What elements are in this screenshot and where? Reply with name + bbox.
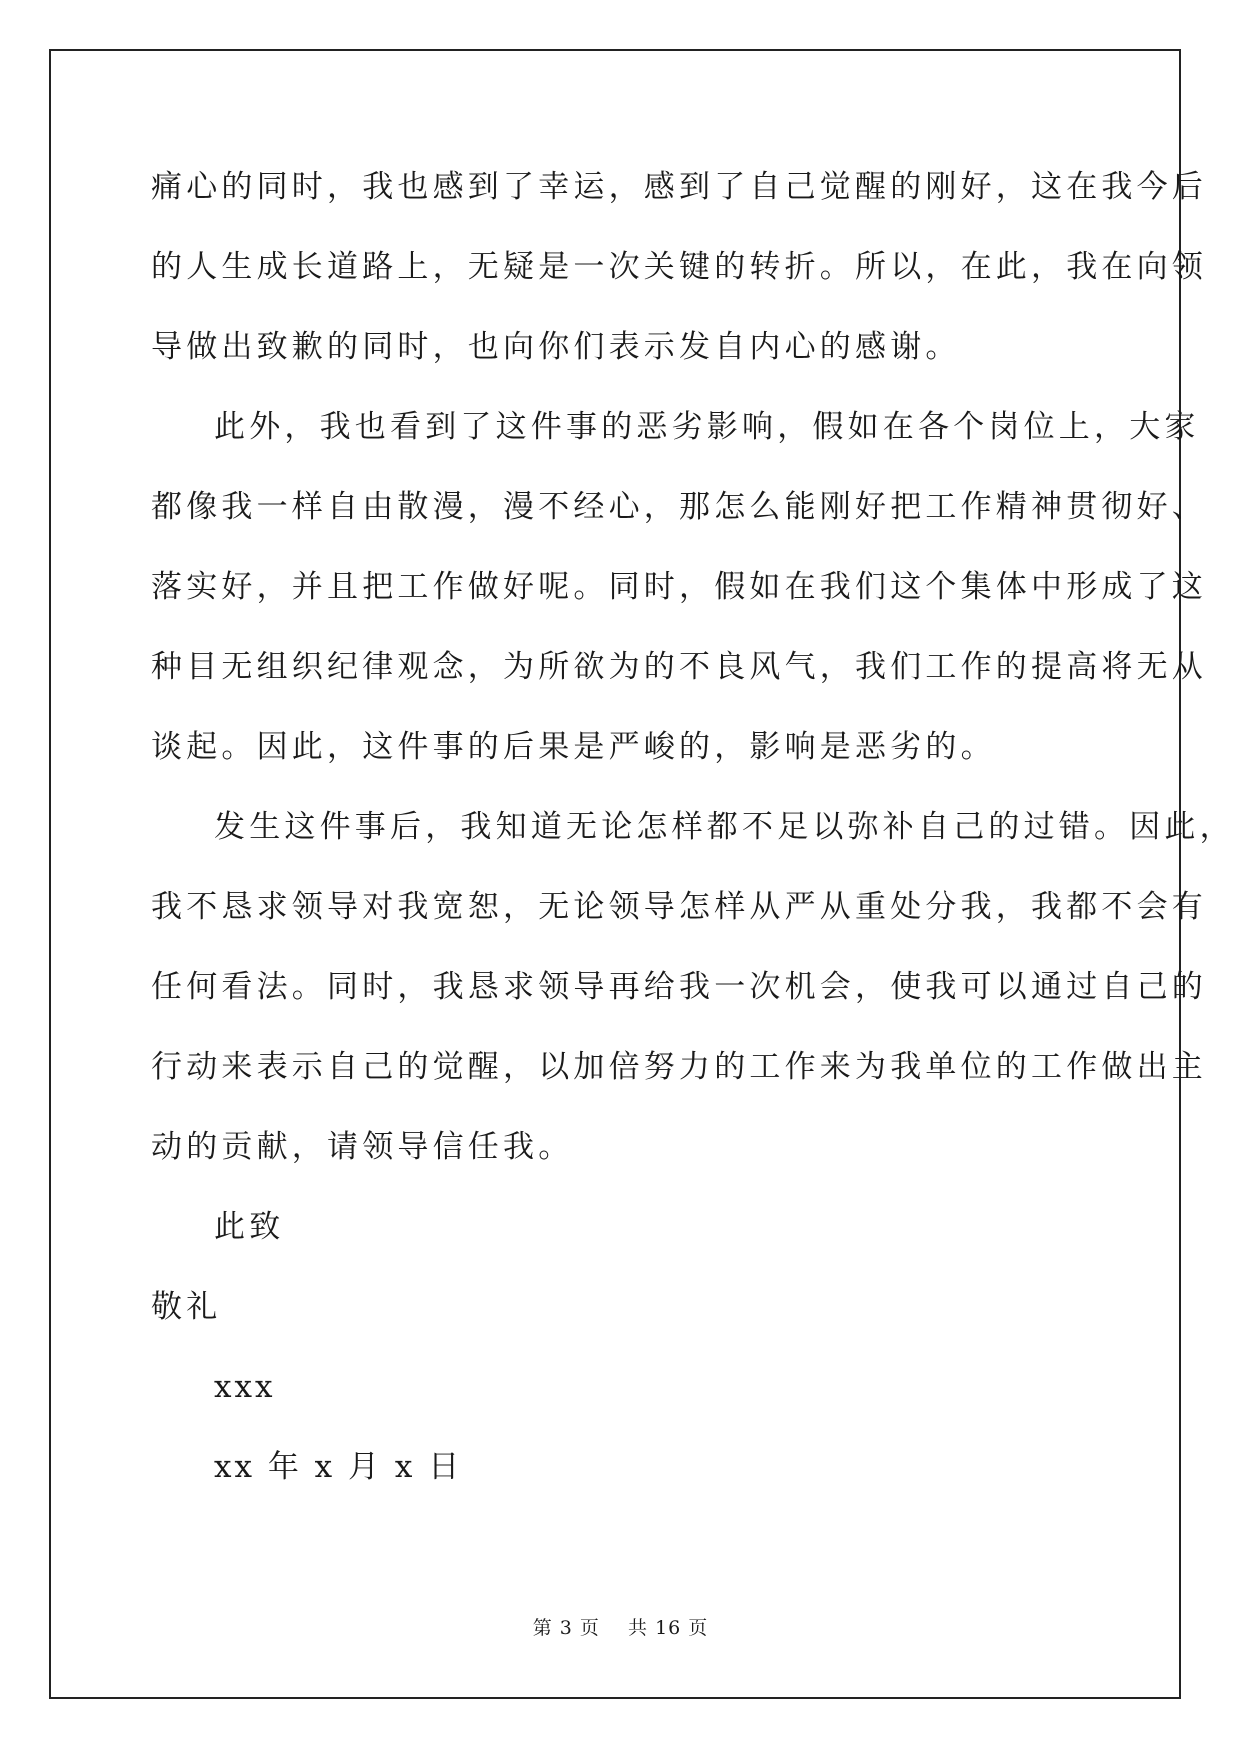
text-line: 导做出致歉的同时，也向你们表示发自内心的感谢。 [151, 329, 961, 365]
text-line: 都像我一样自由散漫，漫不经心，那怎么能刚好把工作精神贯彻好、 [151, 489, 1207, 525]
paragraph-start-line: 此外，我也看到了这件事的恶劣影响，假如在各个岗位上，大家 [214, 409, 1200, 445]
signature-date: xx 年 x 月 x 日 [214, 1449, 463, 1485]
text-line: 落实好，并且把工作做好呢。同时，假如在我们这个集体中形成了这 [151, 569, 1207, 605]
text-line: 我不恳求领导对我宽恕，无论领导怎样从严从重处分我，我都不会有 [151, 889, 1207, 925]
text-line: 种目无组织纪律观念，为所欲为的不良风气，我们工作的提高将无从 [151, 649, 1207, 685]
page-number-label: 第 3 页 共 16 页 [532, 1617, 709, 1639]
text-line: 痛心的同时，我也感到了幸运，感到了自己觉醒的刚好，这在我今后 [151, 169, 1207, 205]
signature-name: xxx [214, 1369, 276, 1405]
closing-regards: 敬礼 [151, 1289, 222, 1325]
text-line: 的人生成长道路上，无疑是一次关键的转折。所以，在此，我在向领 [151, 249, 1207, 285]
text-line: 任何看法。同时，我恳求领导再给我一次机会，使我可以通过自己的 [151, 969, 1207, 1005]
text-line: 行动来表示自己的觉醒，以加倍努力的工作来为我单位的工作做出主 [151, 1049, 1207, 1085]
closing-salutation: 此致 [214, 1209, 285, 1245]
page-footer [0, 1613, 1241, 1640]
letter-body [151, 160, 1235, 1520]
text-line: 谈起。因此，这件事的后果是严峻的，影响是恶劣的。 [151, 729, 996, 765]
paragraph-start-line: 发生这件事后，我知道无论怎样都不足以弥补自己的过错。因此， [214, 809, 1235, 845]
text-line: 动的贡献，请领导信任我。 [151, 1129, 574, 1165]
